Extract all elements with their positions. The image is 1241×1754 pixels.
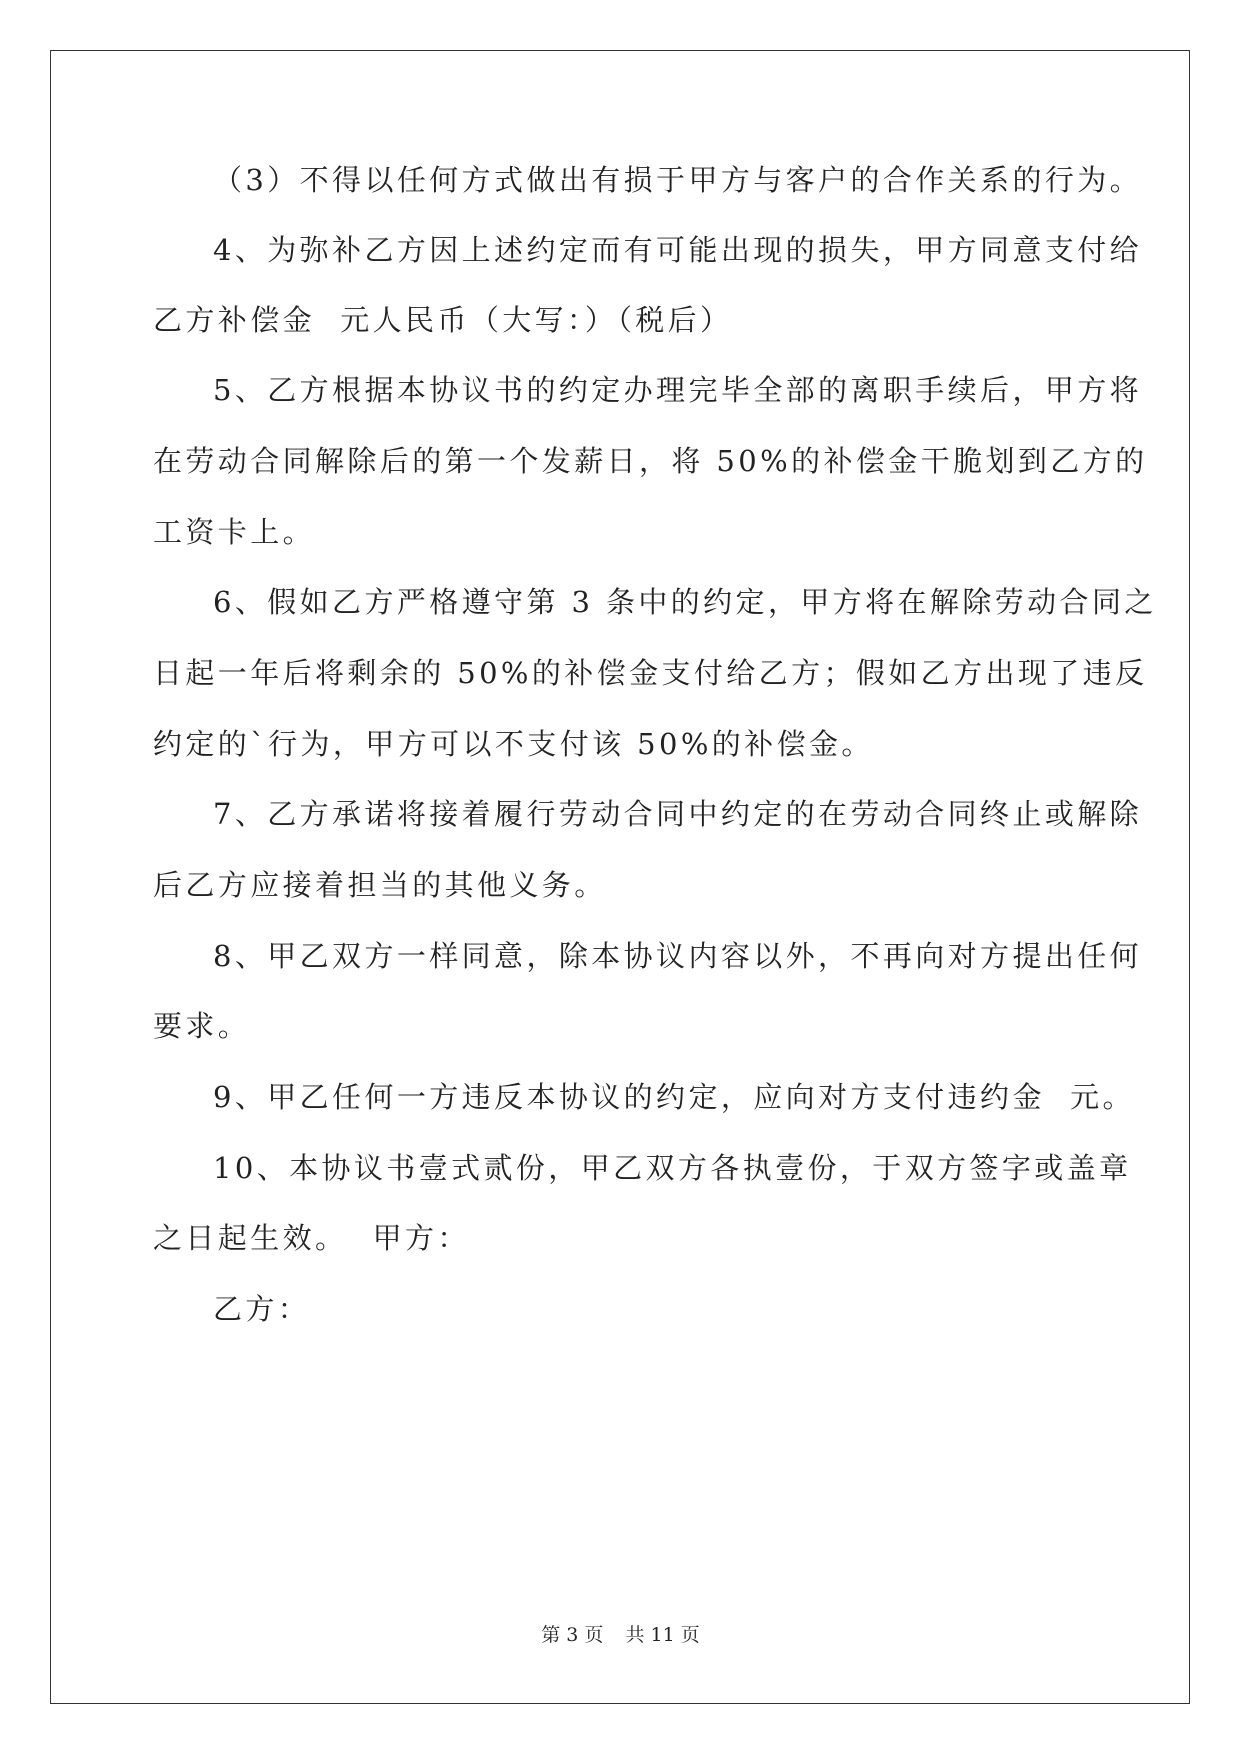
- clause-5-line-3: 工资卡上。: [153, 515, 316, 549]
- page-footer: [0, 1620, 1241, 1647]
- page-number: 第 3 页: [541, 1624, 604, 1646]
- clause-8-line-1: 8、甲乙双方一样同意，除本协议内容以外，不再向对方提出任何: [213, 939, 1143, 973]
- clause-6-line-3: 约定的`行为，甲方可以不支付该 50%的补偿金。: [153, 727, 874, 761]
- clause-8-line-2: 要求。: [153, 1009, 251, 1043]
- clause-10-line-1: 10、本协议书壹式贰份，甲乙双方各执壹份，于双方签字或盖章: [213, 1151, 1132, 1185]
- clause-5-line-2: 在劳动合同解除后的第一个发薪日，将 50%的补偿金干脆划到乙方的: [153, 444, 1148, 478]
- clause-5-line-1: 5、乙方根据本协议书的约定办理完毕全部的离职手续后，甲方将: [213, 373, 1143, 407]
- clause-9: 9、甲乙任何一方违反本协议的约定，应向对方支付违约金 元。: [213, 1080, 1135, 1114]
- clause-4-line-1: 4、为弥补乙方因上述约定而有可能出现的损失，甲方同意支付给: [213, 233, 1143, 267]
- clause-7-line-2: 后乙方应接着担当的其他义务。: [153, 868, 607, 902]
- party-b-signature-label: 乙方：: [213, 1292, 311, 1326]
- clause-3-3: （3）不得以任何方式做出有损于甲方与客户的合作关系的行为。: [213, 163, 1143, 197]
- clause-6-line-1: 6、假如乙方严格遵守第 3 条中的约定，甲方将在解除劳动合同之: [213, 585, 1157, 619]
- clause-10-line-2: 之日起生效。 甲方：: [153, 1221, 470, 1255]
- clause-4-line-2: 乙方补偿金 元人民币（大写：）（税后）: [153, 303, 733, 337]
- page-total: 共 11 页: [625, 1624, 700, 1646]
- clause-7-line-1: 7、乙方承诺将接着履行劳动合同中约定的在劳动合同终止或解除: [213, 797, 1143, 831]
- clause-6-line-2: 日起一年后将剩余的 50%的补偿金支付给乙方；假如乙方出现了违反: [153, 656, 1148, 690]
